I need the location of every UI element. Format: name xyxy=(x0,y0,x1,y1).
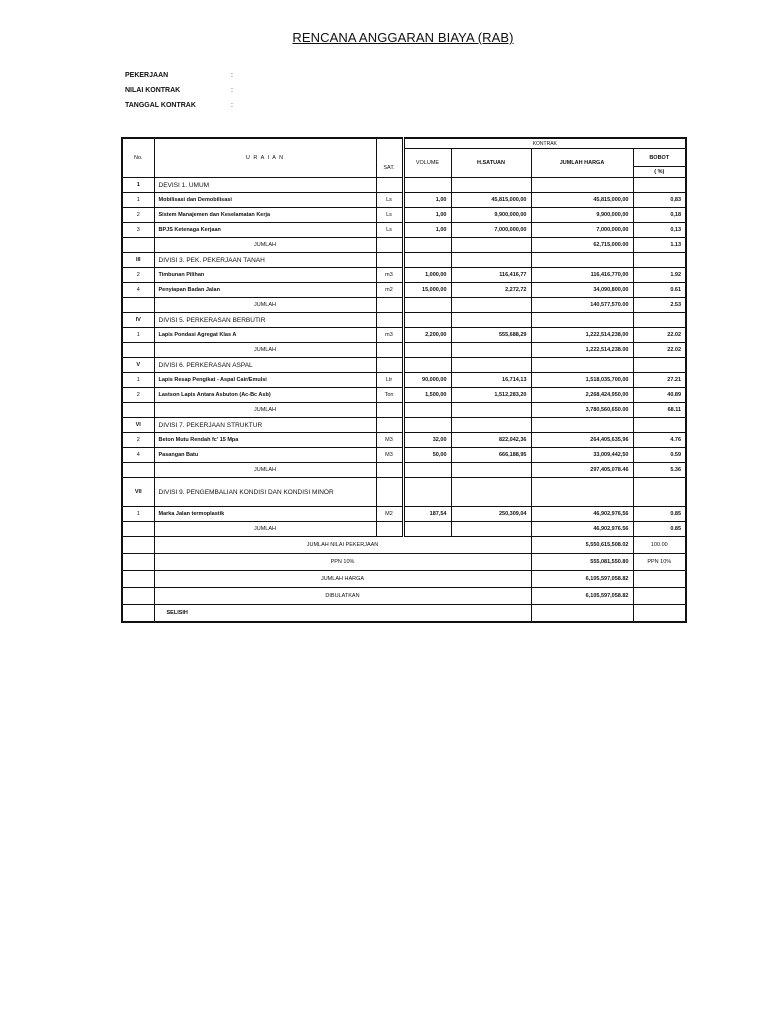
summary-no-empty xyxy=(122,571,154,588)
item-volume: 2,200,00 xyxy=(403,328,451,343)
item-name: Mobilisasi dan Demobilisasi xyxy=(154,193,376,208)
item-total-price: 2,268,424,950,00 xyxy=(531,388,633,403)
item-unit-price: 9,900,000,00 xyxy=(451,208,531,223)
item-number: 2 xyxy=(122,268,154,283)
contract-meta xyxy=(125,72,233,117)
item-volume: 1,000,00 xyxy=(403,268,451,283)
summary-no-empty xyxy=(122,554,154,571)
rab-table-wrapper xyxy=(121,137,685,623)
item-unit: M3 xyxy=(376,448,403,463)
item-name: Pasangan Batu xyxy=(154,448,376,463)
subtotal-hs-empty xyxy=(451,238,531,253)
item-weight: 0,13 xyxy=(633,223,686,238)
meta-label: TANGGAL KONTRAK xyxy=(125,102,196,109)
subtotal-value: 140,577,570.00 xyxy=(531,298,633,313)
division-jh-empty xyxy=(531,358,633,373)
meta-row-nilai-kontrak xyxy=(125,87,233,102)
col-header-jumlah-harga: JUMLAH HARGA xyxy=(531,149,633,178)
item-number: 4 xyxy=(122,283,154,298)
item-unit: M3 xyxy=(376,433,403,448)
table-row xyxy=(122,373,686,388)
division-title: DIVISI 9. PENGEMBALIAN KONDISI DAN KONDISI MINOR xyxy=(154,478,376,507)
division-number: 1 xyxy=(122,178,154,193)
col-header-volume: VOLUME xyxy=(403,149,451,178)
division-hs-empty xyxy=(451,358,531,373)
item-weight: 0.85 xyxy=(633,507,686,522)
division-subtotal-row xyxy=(122,298,686,313)
subtotal-weight: 2.53 xyxy=(633,298,686,313)
division-jh-empty xyxy=(531,478,633,507)
table-row xyxy=(122,507,686,522)
subtotal-weight: 5.36 xyxy=(633,463,686,478)
subtotal-vol-empty xyxy=(403,298,451,313)
division-number: IV xyxy=(122,313,154,328)
item-volume: 1,00 xyxy=(403,223,451,238)
division-number: III xyxy=(122,253,154,268)
division-hs-empty xyxy=(451,418,531,433)
summary-value: 6,105,597,058.82 xyxy=(531,588,633,605)
item-name: Marka Jalan termoplastik xyxy=(154,507,376,522)
division-header-row xyxy=(122,253,686,268)
item-number: 2 xyxy=(122,433,154,448)
item-unit: Ls xyxy=(376,193,403,208)
rab-table xyxy=(121,137,687,623)
subtotal-sat-empty xyxy=(376,298,403,313)
division-sat-empty xyxy=(376,358,403,373)
division-volume-empty xyxy=(403,418,451,433)
item-volume: 90,000,00 xyxy=(403,373,451,388)
table-row xyxy=(122,208,686,223)
subtotal-label: JUMLAH xyxy=(154,298,376,313)
division-subtotal-row xyxy=(122,403,686,418)
division-bobot-empty xyxy=(633,253,686,268)
division-volume-empty xyxy=(403,178,451,193)
item-unit-price: 116,416,77 xyxy=(451,268,531,283)
item-volume: 50,00 xyxy=(403,448,451,463)
subtotal-label: JUMLAH xyxy=(154,522,376,537)
division-jh-empty xyxy=(531,313,633,328)
subtotal-vol-empty xyxy=(403,463,451,478)
table-row xyxy=(122,223,686,238)
item-name: Lapis Resap Pengikat - Aspal Cair/Emulsi xyxy=(154,373,376,388)
summary-label: PPN 10% xyxy=(154,554,531,571)
item-unit: Ls xyxy=(376,208,403,223)
subtotal-weight: 68.11 xyxy=(633,403,686,418)
item-unit: Ton xyxy=(376,388,403,403)
summary-row xyxy=(122,537,686,554)
item-unit-price: 2,272,72 xyxy=(451,283,531,298)
summary-value: 6,105,597,058.82 xyxy=(531,571,633,588)
division-sat-empty xyxy=(376,178,403,193)
division-header-row xyxy=(122,418,686,433)
division-title: DIVISI 3. PEK. PEKERJAAN TANAH xyxy=(154,253,376,268)
item-number: 4 xyxy=(122,448,154,463)
division-volume-empty xyxy=(403,253,451,268)
subtotal-vol-empty xyxy=(403,522,451,537)
summary-weight xyxy=(633,571,686,588)
col-header-no: No. xyxy=(122,138,154,178)
division-bobot-empty xyxy=(633,478,686,507)
selisih-weight-empty xyxy=(633,605,686,623)
division-number: VI xyxy=(122,418,154,433)
meta-colon: : xyxy=(231,102,233,109)
item-number: 1 xyxy=(122,373,154,388)
item-unit-price: 822,042,36 xyxy=(451,433,531,448)
item-weight: 4.76 xyxy=(633,433,686,448)
division-header-row xyxy=(122,478,686,507)
table-row xyxy=(122,388,686,403)
subtotal-sat-empty xyxy=(376,343,403,358)
division-jh-empty xyxy=(531,253,633,268)
item-unit: m3 xyxy=(376,268,403,283)
selisih-value-empty xyxy=(531,605,633,623)
col-header-bobot-unit: ( %) xyxy=(633,167,686,178)
item-unit-price: 1,512,283,20 xyxy=(451,388,531,403)
division-header-row xyxy=(122,313,686,328)
division-jh-empty xyxy=(531,418,633,433)
item-unit: M2 xyxy=(376,507,403,522)
item-name: Sistem Manajemen dan Keselamatan Kerja xyxy=(154,208,376,223)
item-name: Beton Mutu Rendah fc' 15 Mpa xyxy=(154,433,376,448)
item-unit: Ls xyxy=(376,223,403,238)
selisih-row xyxy=(122,605,686,623)
col-header-hsatuan: H.SATUAN xyxy=(451,149,531,178)
item-unit: m2 xyxy=(376,283,403,298)
title-text: RENCANA ANGGARAN BIAYA (RAB) xyxy=(292,30,514,45)
item-unit-price: 250,309,04 xyxy=(451,507,531,522)
col-header-kontrak: KONTRAK xyxy=(403,138,686,149)
item-weight: 0.59 xyxy=(633,448,686,463)
item-total-price: 1,222,514,238,00 xyxy=(531,328,633,343)
summary-weight xyxy=(633,588,686,605)
division-hs-empty xyxy=(451,313,531,328)
item-unit: m3 xyxy=(376,328,403,343)
item-unit: Ltr xyxy=(376,373,403,388)
subtotal-vol-empty xyxy=(403,343,451,358)
item-volume: 15,000,00 xyxy=(403,283,451,298)
item-name: Lapis Pondasi Agregat Klas A xyxy=(154,328,376,343)
item-weight: 27.21 xyxy=(633,373,686,388)
summary-row xyxy=(122,554,686,571)
summary-no-empty xyxy=(122,588,154,605)
summary-label: JUMLAH HARGA xyxy=(154,571,531,588)
meta-row-tanggal-kontrak xyxy=(125,102,233,117)
summary-weight: 100.00 xyxy=(633,537,686,554)
subtotal-label: JUMLAH xyxy=(154,403,376,418)
division-subtotal-row xyxy=(122,343,686,358)
subtotal-no-empty xyxy=(122,463,154,478)
division-subtotal-row xyxy=(122,522,686,537)
subtotal-value: 1,222,514,238.00 xyxy=(531,343,633,358)
meta-label: PEKERJAAN xyxy=(125,72,169,79)
subtotal-value: 297,405,078.46 xyxy=(531,463,633,478)
col-header-bobot: BOBOT xyxy=(633,149,686,167)
summary-value: 5,550,615,508.02 xyxy=(531,537,633,554)
subtotal-sat-empty xyxy=(376,463,403,478)
item-total-price: 34,090,800,00 xyxy=(531,283,633,298)
division-header-row xyxy=(122,178,686,193)
subtotal-label: JUMLAH xyxy=(154,238,376,253)
item-total-price: 46,902,976,56 xyxy=(531,507,633,522)
col-header-sat: SAT. xyxy=(376,138,403,178)
summary-label: JUMLAH NILAI PEKERJAAN xyxy=(154,537,531,554)
item-weight: 0.61 xyxy=(633,283,686,298)
division-volume-empty xyxy=(403,313,451,328)
item-volume: 187,54 xyxy=(403,507,451,522)
item-unit-price: 16,714,13 xyxy=(451,373,531,388)
division-number: VII xyxy=(122,478,154,507)
item-total-price: 1,518,035,700,00 xyxy=(531,373,633,388)
subtotal-label: JUMLAH xyxy=(154,343,376,358)
summary-weight: PPN 10% xyxy=(633,554,686,571)
item-total-price: 45,815,000,00 xyxy=(531,193,633,208)
division-bobot-empty xyxy=(633,178,686,193)
item-unit-price: 555,688,29 xyxy=(451,328,531,343)
division-sat-empty xyxy=(376,253,403,268)
subtotal-no-empty xyxy=(122,522,154,537)
subtotal-weight: 0.85 xyxy=(633,522,686,537)
division-title: DEVISI 1. UMUM xyxy=(154,178,376,193)
division-bobot-empty xyxy=(633,358,686,373)
summary-label: DIBULATKAN xyxy=(154,588,531,605)
item-unit-price: 7,000,000,00 xyxy=(451,223,531,238)
item-total-price: 9,900,000,00 xyxy=(531,208,633,223)
item-weight: 0,18 xyxy=(633,208,686,223)
document-title xyxy=(0,30,768,45)
item-number: 1 xyxy=(122,328,154,343)
meta-colon: : xyxy=(231,87,233,94)
item-total-price: 116,416,770,00 xyxy=(531,268,633,283)
item-number: 1 xyxy=(122,193,154,208)
division-title: DIVISI 5. PERKERASAN BERBUTIR xyxy=(154,313,376,328)
table-row xyxy=(122,283,686,298)
division-hs-empty xyxy=(451,478,531,507)
subtotal-value: 3,780,560,650.00 xyxy=(531,403,633,418)
summary-value: 555,081,550.80 xyxy=(531,554,633,571)
division-hs-empty xyxy=(451,178,531,193)
item-unit-price: 666,188,95 xyxy=(451,448,531,463)
summary-no-empty xyxy=(122,537,154,554)
subtotal-hs-empty xyxy=(451,522,531,537)
table-row xyxy=(122,193,686,208)
item-name: Timbunan Pilihan xyxy=(154,268,376,283)
subtotal-hs-empty xyxy=(451,298,531,313)
item-weight: 1.92 xyxy=(633,268,686,283)
subtotal-sat-empty xyxy=(376,238,403,253)
meta-colon: : xyxy=(231,72,233,79)
item-volume: 1,500,00 xyxy=(403,388,451,403)
item-number: 2 xyxy=(122,208,154,223)
item-name: Penyiapan Badan Jalan xyxy=(154,283,376,298)
subtotal-vol-empty xyxy=(403,403,451,418)
item-volume: 32,00 xyxy=(403,433,451,448)
subtotal-no-empty xyxy=(122,343,154,358)
item-total-price: 33,009,442,50 xyxy=(531,448,633,463)
division-sat-empty xyxy=(376,418,403,433)
subtotal-hs-empty xyxy=(451,343,531,358)
subtotal-no-empty xyxy=(122,403,154,418)
item-name: Lastson Lapis Antara Asbuton (Ac-Bc Asb) xyxy=(154,388,376,403)
item-weight: 0,83 xyxy=(633,193,686,208)
subtotal-value: 62,715,000.00 xyxy=(531,238,633,253)
division-sat-empty xyxy=(376,313,403,328)
table-row xyxy=(122,448,686,463)
division-jh-empty xyxy=(531,178,633,193)
selisih-label: SELISIH xyxy=(154,605,531,623)
table-row xyxy=(122,433,686,448)
item-weight: 22.02 xyxy=(633,328,686,343)
subtotal-weight: 22.02 xyxy=(633,343,686,358)
subtotal-vol-empty xyxy=(403,238,451,253)
subtotal-label: JUMLAH xyxy=(154,463,376,478)
summary-row xyxy=(122,588,686,605)
subtotal-sat-empty xyxy=(376,403,403,418)
selisih-no-empty xyxy=(122,605,154,623)
table-row xyxy=(122,328,686,343)
subtotal-hs-empty xyxy=(451,403,531,418)
division-number: V xyxy=(122,358,154,373)
item-number: 2 xyxy=(122,388,154,403)
table-body xyxy=(122,138,686,622)
subtotal-hs-empty xyxy=(451,463,531,478)
item-name: BPJS Ketenaga Kerjaan xyxy=(154,223,376,238)
division-subtotal-row xyxy=(122,238,686,253)
division-subtotal-row xyxy=(122,463,686,478)
subtotal-sat-empty xyxy=(376,522,403,537)
division-sat-empty xyxy=(376,478,403,507)
division-volume-empty xyxy=(403,478,451,507)
col-header-uraian: U R A I A N xyxy=(154,138,376,178)
division-hs-empty xyxy=(451,253,531,268)
subtotal-no-empty xyxy=(122,298,154,313)
item-weight: 40.89 xyxy=(633,388,686,403)
subtotal-value: 46,902,976.56 xyxy=(531,522,633,537)
meta-row-pekerjaan xyxy=(125,72,233,87)
table-row xyxy=(122,268,686,283)
division-title: DIVISI 6. PERKERASAN ASPAL xyxy=(154,358,376,373)
item-total-price: 7,000,000,00 xyxy=(531,223,633,238)
division-volume-empty xyxy=(403,358,451,373)
item-number: 1 xyxy=(122,507,154,522)
item-number: 3 xyxy=(122,223,154,238)
summary-row xyxy=(122,571,686,588)
header-row-1 xyxy=(122,138,686,149)
division-bobot-empty xyxy=(633,418,686,433)
division-title: DIVISI 7. PEKERJAAN STRUKTUR xyxy=(154,418,376,433)
item-total-price: 264,405,635,96 xyxy=(531,433,633,448)
item-volume: 1,00 xyxy=(403,193,451,208)
division-header-row xyxy=(122,358,686,373)
item-unit-price: 45,815,000,00 xyxy=(451,193,531,208)
meta-label: NILAI KONTRAK xyxy=(125,87,181,94)
subtotal-weight: 1.13 xyxy=(633,238,686,253)
subtotal-no-empty xyxy=(122,238,154,253)
item-volume: 1,00 xyxy=(403,208,451,223)
division-bobot-empty xyxy=(633,313,686,328)
